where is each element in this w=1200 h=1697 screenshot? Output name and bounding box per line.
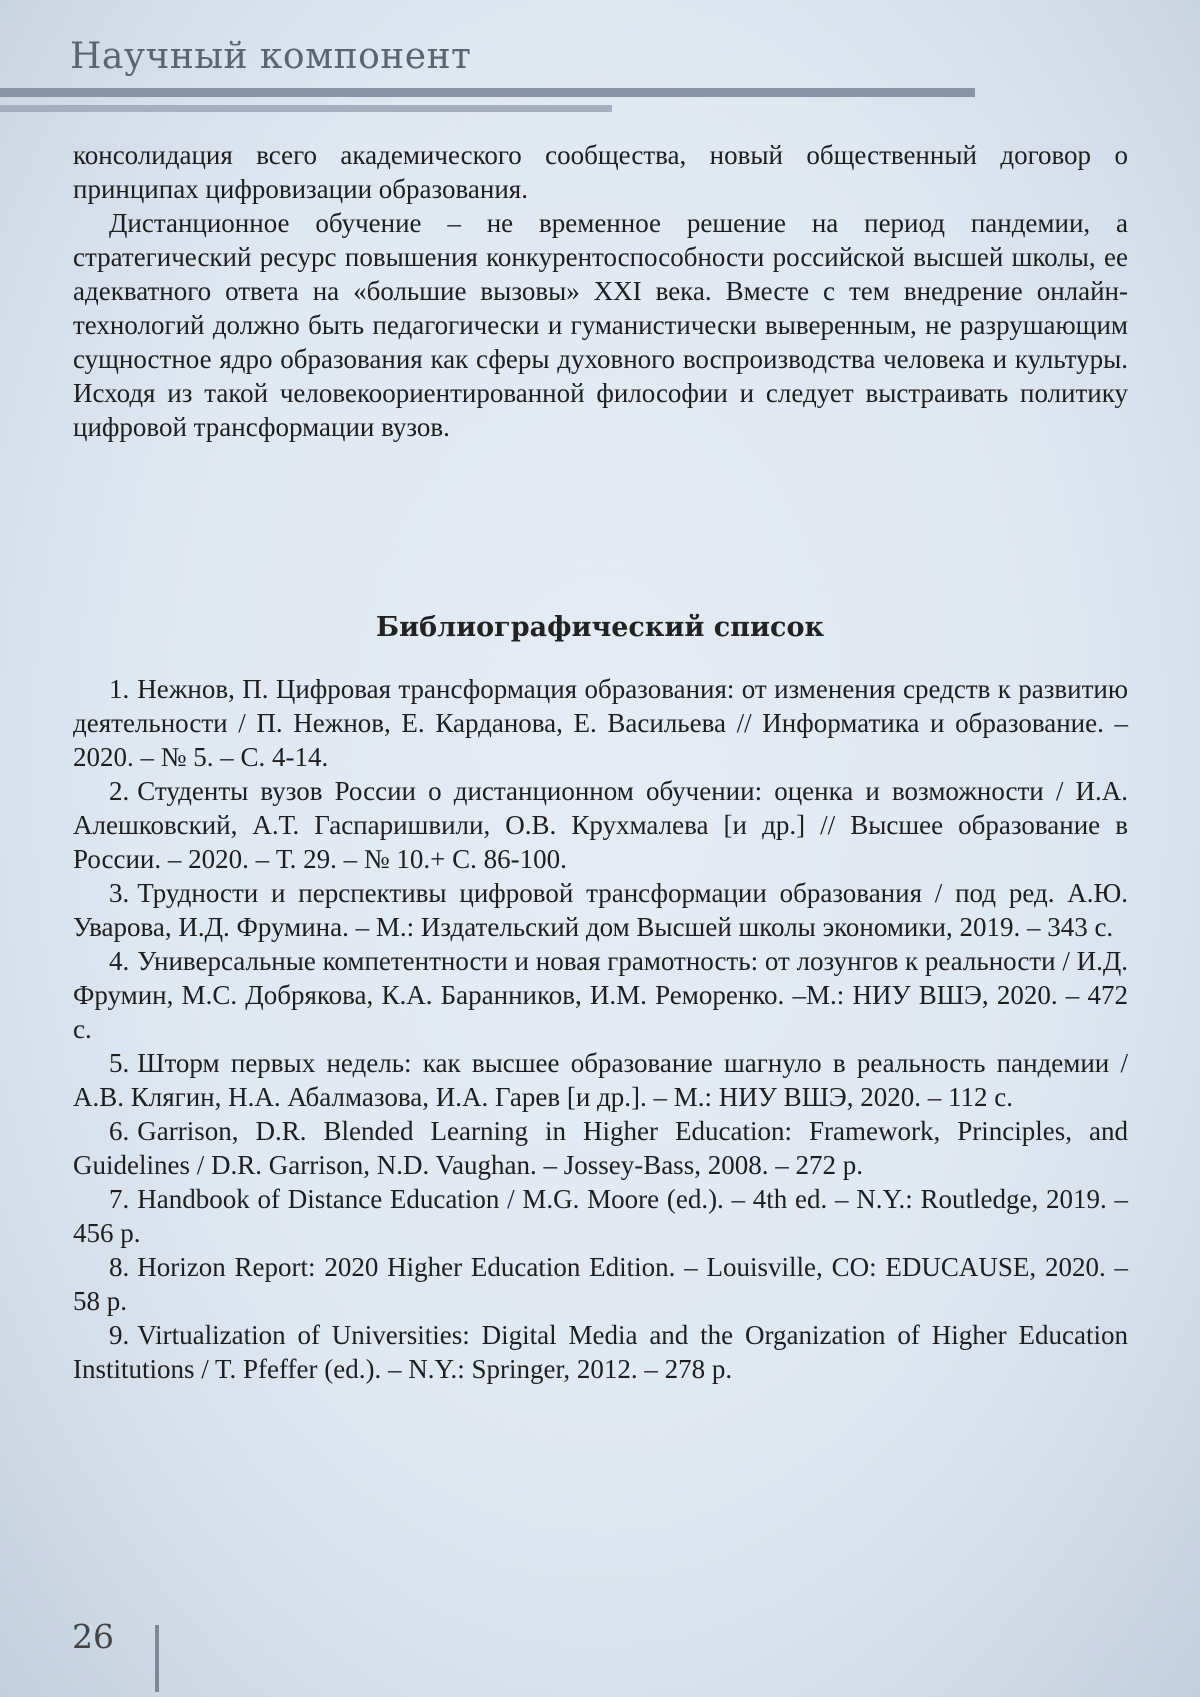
- running-header-title: Научный компонент: [70, 36, 471, 77]
- item-number: 3.: [109, 878, 129, 908]
- item-text: Horizon Report: 2020 Higher Education Edition. – Louisville, CO: EDUCAUSE, 2020. – 58 p.: [73, 1252, 1128, 1316]
- bibliography-list: [73, 672, 1128, 1386]
- item-number: 7.: [109, 1184, 129, 1214]
- bibliography-item: [73, 672, 1128, 774]
- item-number: 5.: [109, 1048, 129, 1078]
- bibliography-item: [73, 1182, 1128, 1250]
- item-text: Студенты вузов России о дистанционном обучении: оценка и возможности / И.А. Алешковский, А.Т. Гаспаришвили, О.В. Крухмалева [и др.] // Высшее образование в России. – 2020. – Т. 29. – № 10.+ С. 86-100.: [73, 776, 1128, 874]
- bibliography-item: [73, 1250, 1128, 1318]
- page-number: 26: [72, 1617, 114, 1656]
- page-number-divider: [155, 1625, 159, 1692]
- bibliography-item: [73, 774, 1128, 876]
- item-number: 9.: [109, 1320, 129, 1350]
- header-rule-long: [0, 88, 975, 97]
- paragraph-continuation: консолидация всего академического сообщества, новый общественный договор о принципах цифровизации образования.: [73, 138, 1128, 206]
- item-text: Нежнов, П. Цифровая трансформация образования: от изменения средств к развитию деятельности / П. Нежнов, Е. Карданова, Е. Васильева // Информатика и образование. – 2020. – № 5. – С. 4-14.: [73, 674, 1128, 772]
- bibliography-item: [73, 944, 1128, 1046]
- item-text: Шторм первых недель: как высшее образование шагнуло в реальность пандемии / А.В. Клягин, Н.А. Абалмазова, И.А. Гарев [и др.]. – М.: НИУ ВШЭ, 2020. – 112 с.: [73, 1048, 1128, 1112]
- body-text: [73, 138, 1128, 444]
- item-text: Трудности и перспективы цифровой трансформации образования / под ред. А.Ю. Уварова, И.Д. Фрумина. – М.: Издательский дом Высшей школы экономики, 2019. – 343 с.: [73, 878, 1128, 942]
- item-text: Garrison, D.R. Blended Learning in Higher Education: Framework, Principles, and Guidelines / D.R. Garrison, N.D. Vaughan. – Jossey-Bass, 2008. – 272 p.: [73, 1116, 1128, 1180]
- item-number: 6.: [109, 1116, 129, 1146]
- item-text: Virtualization of Universities: Digital Media and the Organization of Higher Education Institutions / T. Pfeffer (ed.). – N.Y.: Springer, 2012. – 278 p.: [73, 1320, 1128, 1384]
- bibliography-title: Библиографический список: [0, 612, 1200, 643]
- paragraph: Дистанционное обучение – не временное решение на период пандемии, а стратегический ресурс повышения конкурентоспособности российской высшей школы, ее адекватного ответа на «большие вызовы» XXI века. Вместе с тем внедрение онлайн-технологий должно быть педагогически и гуманистически выверенным, не разрушающим сущностное ядро образования как сферы духовного воспроизводства человека и культуры. Исходя из такой человекоориентированной философии и следует выстраивать политику цифровой трансформации вузов.: [73, 206, 1128, 444]
- item-number: 4.: [109, 946, 129, 976]
- bibliography-item: [73, 876, 1128, 944]
- item-text: Handbook of Distance Education / M.G. Moore (ed.). – 4th ed. – N.Y.: Routledge, 2019. – 456 p.: [73, 1184, 1128, 1248]
- item-number: 2.: [109, 776, 129, 806]
- bibliography-item: [73, 1318, 1128, 1386]
- header-rule-short: [0, 105, 612, 112]
- item-number: 1.: [109, 674, 129, 704]
- item-text: Универсальные компетентности и новая грамотность: от лозунгов к реальности / И.Д. Фрумин, М.С. Добрякова, К.А. Баранников, И.М. Реморенко. –М.: НИУ ВШЭ, 2020. – 472 с.: [73, 946, 1128, 1044]
- item-number: 8.: [109, 1252, 129, 1282]
- bibliography-item: [73, 1046, 1128, 1114]
- bibliography-item: [73, 1114, 1128, 1182]
